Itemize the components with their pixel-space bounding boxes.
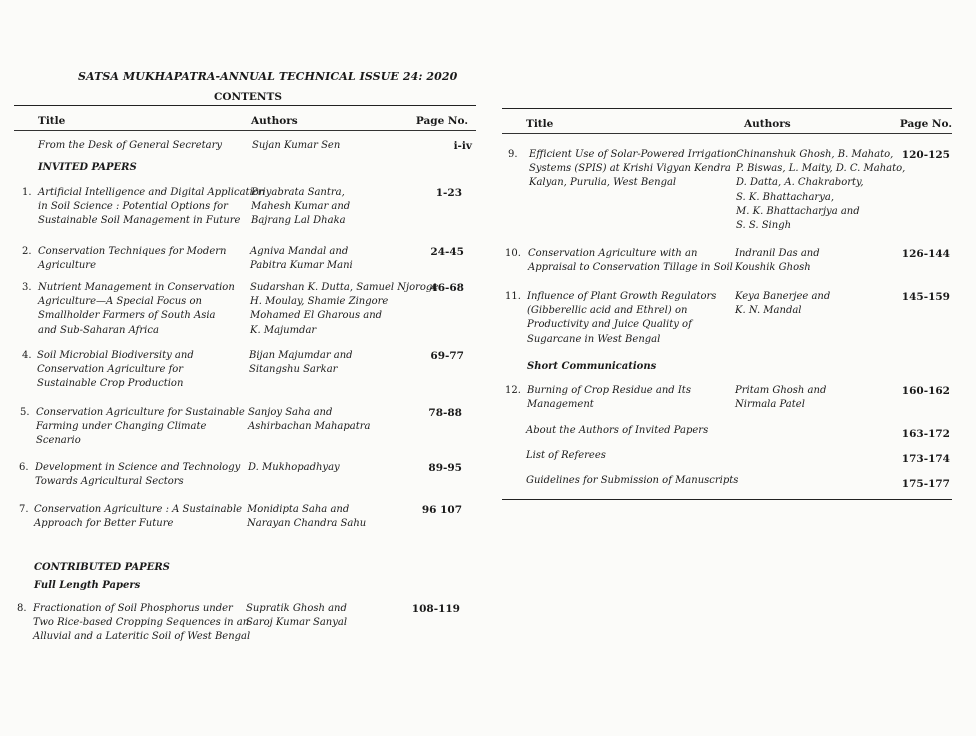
- title-column-header: Title: [526, 118, 554, 130]
- entry-title: Guidelines for Submission of Manuscripts: [526, 475, 739, 486]
- entry-title-line: Smallholder Farmers of South Asia: [38, 310, 216, 322]
- entry-title-line: Approach for Better Future: [34, 518, 174, 530]
- entry-title: About the Authors of Invited Papers: [526, 425, 709, 436]
- contributed-papers-heading: CONTRIBUTED PAPERS: [34, 562, 170, 573]
- entry-author-line: Mohamed El Gharous and: [250, 310, 383, 322]
- entry-title-line: Farming under Changing Climate: [36, 421, 207, 433]
- entry-title-line: in Soil Science : Potential Options for: [38, 201, 228, 213]
- entry-author-line: Nirmala Patel: [735, 399, 805, 411]
- entry-author-line: K. N. Mandal: [735, 305, 802, 317]
- entry-pages: 120-125: [901, 149, 950, 161]
- entry-title-line: Scenario: [36, 435, 81, 447]
- short-communications-heading: Short Communications: [527, 361, 657, 372]
- entry-author-line: Bijan Majumdar and: [249, 350, 353, 361]
- entry-pages: 145-159: [901, 291, 950, 303]
- entry-author-line: Indranil Das and: [735, 248, 820, 259]
- entry-title-line: Management: [527, 399, 594, 411]
- entry-pages: 1-23: [435, 187, 462, 199]
- entry-author-line: Narayan Chandra Sahu: [247, 518, 367, 530]
- entry-title-line: Sustainable Soil Management in Future: [38, 215, 241, 227]
- header-rule: [502, 133, 952, 134]
- entry-title: List of Referees: [526, 450, 606, 461]
- pages-column-header: Page No.: [415, 115, 468, 127]
- entry-title-line: Conservation Agriculture for Sustainable: [36, 407, 245, 418]
- entry-title-line: Towards Agricultural Sectors: [35, 476, 184, 488]
- entry-author-line: H. Moulay, Shamie Zingore: [250, 296, 389, 308]
- entry-pages: 96 107: [421, 504, 462, 516]
- entry-author-line: M. K. Bhattacharjya and: [736, 205, 860, 217]
- table-header: [502, 109, 952, 133]
- entry-pages: 163-172: [901, 428, 950, 440]
- entry-title-line: Agriculture—A Special Focus on: [38, 296, 202, 308]
- invited-papers-heading: INVITED PAPERS: [38, 162, 137, 173]
- entry-pages: 46-68: [430, 282, 464, 294]
- journal-title: SATSA MUKHAPATRA-ANNUAL TECHNICAL ISSUE 24: 2020: [78, 70, 458, 83]
- entry-pages: 108-119: [411, 603, 460, 615]
- entry-author-line: S. K. Bhattacharya,: [736, 191, 835, 203]
- entry-author-line: Sitangshu Sarkar: [249, 364, 338, 376]
- entry-title-line: Conservation Agriculture for: [37, 364, 184, 376]
- entry-title-line: Alluvial and a Lateritic Soil of West Bengal: [33, 631, 251, 643]
- entry-authors: Sujan Kumar Sen: [252, 140, 341, 151]
- authors-column-header: Authors: [744, 118, 791, 130]
- entry-number: 10.: [505, 248, 521, 259]
- entry-title-line: Development in Science and Technology: [35, 462, 241, 473]
- entry-author-line: Priyabrata Santra,: [251, 187, 345, 198]
- entry-pages: 173-174: [901, 453, 950, 465]
- entry-number: 7.: [19, 504, 29, 515]
- entry-number: 8.: [17, 603, 27, 614]
- entry-pages: 69-77: [430, 350, 464, 362]
- entry-title-line: Kalyan, Purulia, West Bengal: [529, 177, 677, 189]
- entry-author-line: Bajrang Lal Dhaka: [251, 215, 346, 227]
- entry-number: 12.: [505, 385, 521, 396]
- entry-title-line: Fractionation of Soil Phosphorus under: [33, 603, 233, 614]
- authors-column-header: Authors: [251, 115, 298, 127]
- entry-title-line: Conservation Techniques for Modern: [38, 246, 227, 257]
- entry-author-line: D. Mukhopadhyay: [248, 462, 340, 473]
- entry-author-line: D. Datta, A. Chakraborty,: [736, 177, 864, 189]
- entry-title-line: Burning of Crop Residue and Its: [527, 385, 691, 396]
- table-header: [14, 106, 476, 130]
- entry-number: 4.: [22, 350, 32, 361]
- entry-title-line: Systems (SPIS) at Krishi Vigyan Kendra: [529, 163, 731, 175]
- entry-number: 2.: [22, 246, 32, 257]
- entry-pages: 78-88: [428, 407, 462, 419]
- pages-column-header: Page No.: [899, 118, 952, 130]
- entry-title-line: Agriculture: [38, 260, 96, 272]
- header-rule: [14, 130, 476, 131]
- entry-author-line: Chinanshuk Ghosh, B. Mahato,: [736, 149, 894, 160]
- entry-title-line: Soil Microbial Biodiversity and: [37, 350, 194, 361]
- left-contents-table: [14, 105, 476, 643]
- entry-title-line: Efficient Use of Solar-Powered Irrigation: [529, 149, 737, 160]
- entry-title-line: Appraisal to Conservation Tillage in Soil: [528, 262, 733, 274]
- entry-title-line: Conservation Agriculture with an: [528, 248, 698, 259]
- entry-title-line: (Gibberellic acid and Ethrel) on: [527, 305, 688, 317]
- entry-author-line: Saroj Kumar Sanyal: [246, 617, 348, 629]
- entry-pages: 24-45: [430, 246, 464, 258]
- entry-number: 9.: [508, 149, 518, 160]
- entry-pages: 160-162: [901, 385, 950, 397]
- entry-number: 11.: [505, 291, 521, 302]
- entry-number: 6.: [19, 462, 29, 473]
- entry-author-line: Supratik Ghosh and: [246, 603, 347, 614]
- entry-author-line: Pabitra Kumar Mani: [250, 260, 353, 272]
- entry-author-line: Monidipta Saha and: [247, 504, 350, 515]
- entry-title-line: Nutrient Management in Conservation: [38, 282, 235, 293]
- entry-author-line: Sanjoy Saha and: [248, 407, 333, 418]
- entry-author-line: Ashirbachan Mahapatra: [248, 421, 371, 433]
- entry-author-line: S. S. Singh: [736, 220, 792, 232]
- entry-title-line: and Sub-Saharan Africa: [38, 324, 159, 336]
- entry-author-line: K. Majumdar: [250, 324, 317, 336]
- entry-title-line: Sugarcane in West Bengal: [527, 333, 661, 345]
- entry-pages: 89-95: [428, 462, 462, 474]
- entry-title-line: Conservation Agriculture : A Sustainable: [34, 504, 243, 515]
- full-length-papers-heading: Full Length Papers: [34, 580, 141, 591]
- entry-title-line: Productivity and Juice Quality of: [527, 319, 692, 331]
- entry-pages: 126-144: [901, 248, 950, 260]
- title-column-header: Title: [38, 115, 66, 127]
- contents-heading: CONTENTS: [214, 91, 282, 103]
- entry-number: 5.: [20, 407, 30, 418]
- entry-title-line: Two Rice-based Cropping Sequences in an: [33, 617, 250, 629]
- entry-title-line: Artificial Intelligence and Digital Application: [38, 187, 266, 198]
- entry-title-line: Influence of Plant Growth Regulators: [527, 291, 717, 302]
- right-contents-table: [502, 108, 952, 490]
- entry-number: 3.: [22, 282, 32, 293]
- entry-author-line: Agniva Mandal and: [250, 246, 349, 257]
- entry-title: From the Desk of General Secretary: [38, 140, 223, 151]
- entry-author-line: Pritam Ghosh and: [735, 385, 827, 396]
- entry-author-line: Keya Banerjee and: [735, 291, 831, 302]
- entry-pages: i-iv: [453, 140, 472, 152]
- entry-author-line: P. Biswas, L. Maity, D. C. Mahato,: [736, 163, 906, 175]
- entry-pages: 175-177: [901, 478, 950, 490]
- entry-author-line: Mahesh Kumar and: [251, 201, 351, 213]
- entry-title-line: Sustainable Crop Production: [37, 378, 184, 390]
- bottom-rule: [502, 499, 952, 500]
- entry-number: 1.: [22, 187, 32, 198]
- entry-author-line: Koushik Ghosh: [735, 262, 811, 274]
- entry-author-line: Sudarshan K. Dutta, Samuel Njoroge: [250, 282, 439, 293]
